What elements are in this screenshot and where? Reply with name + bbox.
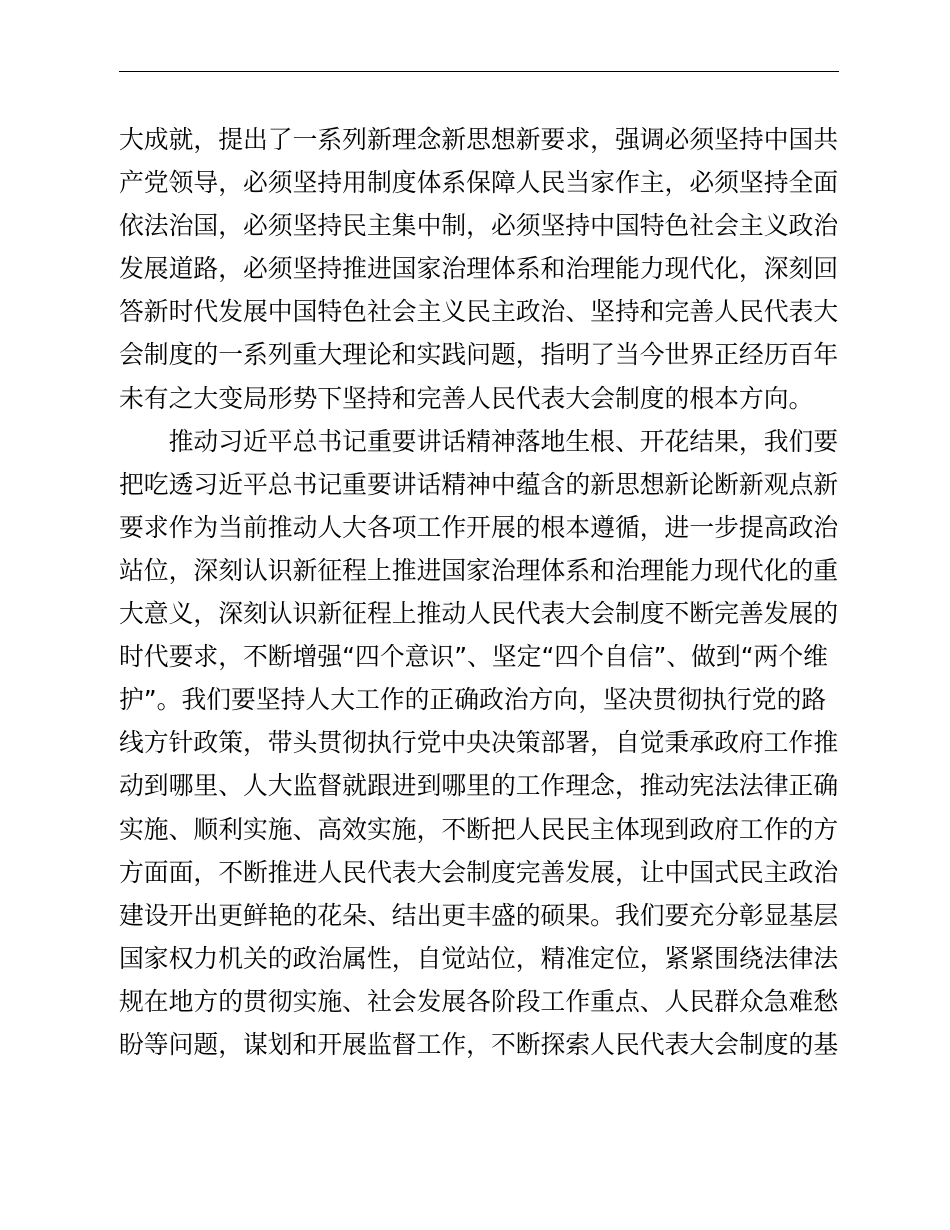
text-line: 动到哪里、人大监督就跟进到哪里的工作理念，推动宪法法律正确 bbox=[119, 771, 839, 801]
text-line: 规在地方的贯彻实施、社会发展各阶段工作重点、人民群众急难愁 bbox=[119, 986, 839, 1016]
paragraph-start-line: 推动习近平总书记重要讲话精神落地生根、开花结果，我们要 bbox=[119, 426, 839, 456]
text-line: 依法治国，必须坚持民主集中制，必须坚持中国特色社会主义政治 bbox=[119, 211, 839, 241]
text-line: 产党领导，必须坚持用制度体系保障人民当家作主，必须坚持全面 bbox=[119, 168, 839, 198]
header-rule bbox=[119, 71, 839, 72]
text-line: 国家权力机关的政治属性，自觉站位，精准定位，紧紧围绕法律法 bbox=[119, 943, 839, 973]
text-line: 护”。我们要坚持人大工作的正确政治方向，坚决贯彻执行党的路 bbox=[119, 685, 827, 715]
text-line: 方面面，不断推进人民代表大会制度完善发展，让中国式民主政治 bbox=[119, 857, 839, 887]
text-line: 要求作为当前推动人大各项工作开展的根本遵循，进一步提高政治 bbox=[119, 512, 839, 542]
text-line: 发展道路，必须坚持推进国家治理体系和治理能力现代化，深刻回 bbox=[119, 254, 839, 284]
text-line: 盼等问题，谋划和开展监督工作，不断探索人民代表大会制度的基 bbox=[119, 1029, 839, 1059]
text-line: 把吃透习近平总书记重要讲话精神中蕴含的新思想新论断新观点新 bbox=[119, 469, 839, 499]
text-line: 答新时代发展中国特色社会主义民主政治、坚持和完善人民代表大 bbox=[119, 297, 839, 327]
text-line: 未有之大变局形势下坚持和完善人民代表大会制度的根本方向。 bbox=[119, 383, 814, 413]
text-line: 会制度的一系列重大理论和实践问题，指明了当今世界正经历百年 bbox=[119, 340, 839, 370]
body-text bbox=[119, 118, 844, 1066]
text-line: 时代要求，不断增强“四个意识”、坚定“四个自信”、做到“两个维 bbox=[119, 642, 828, 672]
text-line: 站位，深刻认识新征程上推进国家治理体系和治理能力现代化的重 bbox=[119, 555, 839, 585]
text-line: 线方针政策，带头贯彻执行党中央决策部署，自觉秉承政府工作推 bbox=[119, 728, 839, 758]
text-line: 实施、顺利实施、高效实施，不断把人民民主体现到政府工作的方 bbox=[119, 814, 839, 844]
text-line: 大成就，提出了一系列新理念新思想新要求，强调必须坚持中国共 bbox=[119, 125, 839, 154]
text-line: 大意义，深刻认识新征程上推动人民代表大会制度不断完善发展的 bbox=[119, 599, 839, 629]
text-line: 建设开出更鲜艳的花朵、结出更丰盛的硕果。我们要充分彰显基层 bbox=[119, 900, 839, 930]
